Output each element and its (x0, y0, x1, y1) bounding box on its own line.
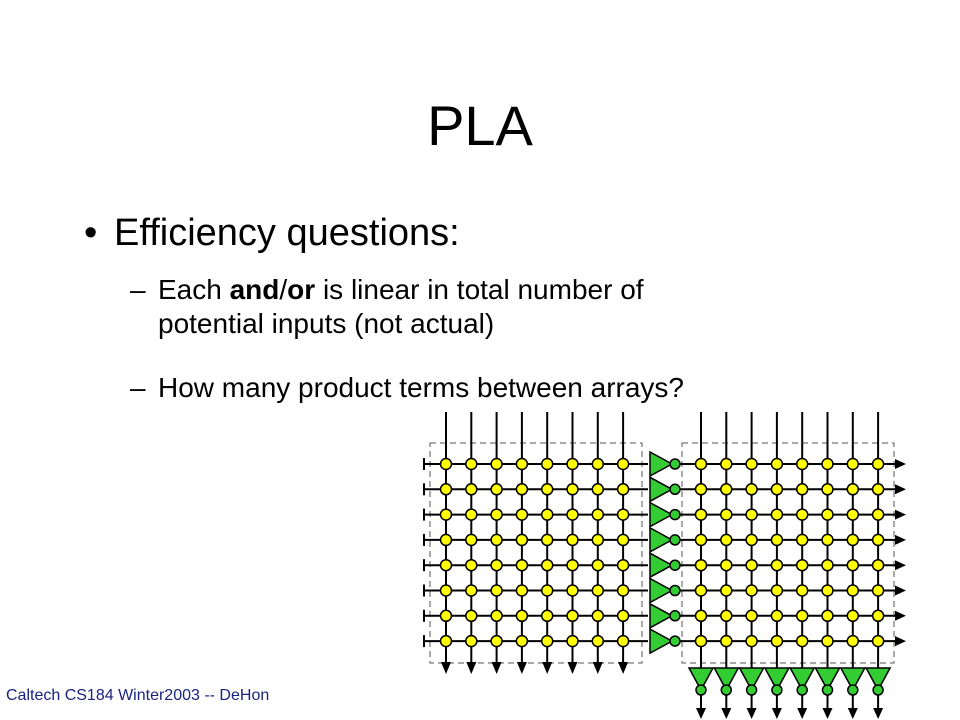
and-crosspoint-node (567, 459, 578, 470)
driver-output-node (670, 560, 680, 570)
output-arrow (696, 708, 706, 719)
and-crosspoint-node (491, 610, 502, 621)
driver-output-node (670, 586, 680, 596)
sub1-text-slash: / (279, 274, 288, 305)
or-row-arrow (895, 611, 906, 621)
slide-title: PLA (427, 94, 533, 157)
or-crosspoint-node (696, 534, 707, 545)
or-crosspoint-node (822, 484, 833, 495)
or-crosspoint-node (822, 459, 833, 470)
or-crosspoint-node (797, 534, 808, 545)
and-crosspoint-node (516, 484, 527, 495)
dash-1: – (130, 274, 146, 305)
and-crosspoint-node (618, 509, 629, 520)
and-crosspoint-node (542, 484, 553, 495)
or-crosspoint-node (771, 534, 782, 545)
or-crosspoint-node (721, 484, 732, 495)
or-crosspoint-node (696, 610, 707, 621)
and-crosspoint-node (491, 560, 502, 571)
or-crosspoint-node (771, 610, 782, 621)
and-input-arrow (466, 662, 476, 674)
and-crosspoint-node (491, 585, 502, 596)
and-crosspoint-node (466, 610, 477, 621)
or-crosspoint-node (746, 585, 757, 596)
and-crosspoint-node (542, 459, 553, 470)
driver-output-node (670, 535, 680, 545)
or-crosspoint-node (822, 610, 833, 621)
or-crosspoint-node (696, 459, 707, 470)
or-row-arrow (895, 459, 906, 469)
or-crosspoint-node (873, 509, 884, 520)
and-crosspoint-node (516, 585, 527, 596)
product-term-driver (650, 452, 672, 476)
output-arrow (848, 708, 858, 719)
product-term-driver (650, 553, 672, 577)
and-crosspoint-node (542, 610, 553, 621)
and-crosspoint-node (491, 484, 502, 495)
or-crosspoint-node (873, 560, 884, 571)
and-crosspoint-node (567, 484, 578, 495)
and-crosspoint-node (516, 509, 527, 520)
and-crosspoint-node (542, 636, 553, 647)
or-row-arrow (895, 560, 906, 570)
and-crosspoint-node (618, 484, 629, 495)
output-driver-node (747, 685, 757, 695)
output-driver-node (772, 685, 782, 695)
and-crosspoint-node (441, 484, 452, 495)
sub1-line2: potential inputs (not actual) (158, 308, 495, 339)
and-crosspoint-node (618, 610, 629, 621)
or-crosspoint-node (797, 585, 808, 596)
and-input-arrow (593, 662, 603, 674)
or-crosspoint-node (873, 484, 884, 495)
or-row-arrow (895, 535, 906, 545)
or-crosspoint-node (847, 459, 858, 470)
and-crosspoint-node (441, 585, 452, 596)
output-driver-node (696, 685, 706, 695)
and-crosspoint-node (491, 636, 502, 647)
bullet-text: Efficiency questions: (114, 212, 460, 254)
product-term-driver (650, 528, 672, 552)
and-crosspoint-node (618, 459, 629, 470)
or-crosspoint-node (822, 636, 833, 647)
and-crosspoint-node (567, 585, 578, 596)
output-driver-node (848, 685, 858, 695)
dash-2: – (130, 372, 146, 403)
or-crosspoint-node (797, 459, 808, 470)
output-arrow (823, 708, 833, 719)
and-crosspoint-node (441, 534, 452, 545)
or-crosspoint-node (873, 534, 884, 545)
and-crosspoint-node (542, 585, 553, 596)
product-term-driver (650, 579, 672, 603)
and-crosspoint-node (592, 509, 603, 520)
and-crosspoint-node (592, 534, 603, 545)
and-crosspoint-node (618, 585, 629, 596)
or-row-arrow (895, 510, 906, 520)
and-crosspoint-node (592, 484, 603, 495)
or-crosspoint-node (771, 560, 782, 571)
sub1-bold-or: or (287, 274, 316, 305)
sub1-bold-and: and (229, 274, 280, 305)
output-arrow (797, 708, 807, 719)
and-crosspoint-node (516, 534, 527, 545)
and-crosspoint-node (491, 459, 502, 470)
or-crosspoint-node (847, 610, 858, 621)
or-crosspoint-node (746, 509, 757, 520)
and-crosspoint-node (466, 534, 477, 545)
or-crosspoint-node (847, 636, 858, 647)
or-crosspoint-node (797, 484, 808, 495)
and-crosspoint-node (441, 636, 452, 647)
or-crosspoint-node (822, 560, 833, 571)
and-crosspoint-node (516, 636, 527, 647)
or-crosspoint-node (873, 585, 884, 596)
and-crosspoint-node (491, 509, 502, 520)
and-crosspoint-node (592, 636, 603, 647)
or-crosspoint-node (746, 610, 757, 621)
or-crosspoint-node (721, 534, 732, 545)
and-crosspoint-node (618, 636, 629, 647)
or-crosspoint-node (771, 484, 782, 495)
driver-output-node (670, 611, 680, 621)
and-crosspoint-node (491, 534, 502, 545)
bullet-dot: • (84, 212, 98, 254)
or-crosspoint-node (721, 459, 732, 470)
or-crosspoint-node (797, 509, 808, 520)
sub1-text-a: Each (158, 274, 230, 305)
driver-output-node (670, 484, 680, 494)
or-crosspoint-node (847, 585, 858, 596)
or-crosspoint-node (847, 484, 858, 495)
or-crosspoint-node (721, 585, 732, 596)
or-crosspoint-node (771, 509, 782, 520)
output-driver-node (797, 685, 807, 695)
or-crosspoint-node (771, 636, 782, 647)
and-crosspoint-node (441, 509, 452, 520)
and-crosspoint-node (441, 459, 452, 470)
and-crosspoint-node (592, 610, 603, 621)
or-crosspoint-node (696, 509, 707, 520)
and-crosspoint-node (516, 459, 527, 470)
and-crosspoint-node (466, 585, 477, 596)
and-plane-outline (430, 443, 642, 663)
and-crosspoint-node (516, 610, 527, 621)
footer-credit: Caltech CS184 Winter2003 -- DeHon (6, 687, 270, 704)
and-crosspoint-node (466, 560, 477, 571)
and-input-arrow (618, 662, 628, 674)
or-crosspoint-node (822, 509, 833, 520)
or-crosspoint-node (721, 610, 732, 621)
product-term-driver (650, 604, 672, 628)
or-plane-outline (682, 443, 894, 663)
and-input-arrow (517, 662, 527, 674)
or-crosspoint-node (771, 459, 782, 470)
and-crosspoint-node (542, 509, 553, 520)
or-crosspoint-node (771, 585, 782, 596)
or-crosspoint-node (847, 509, 858, 520)
output-driver-node (823, 685, 833, 695)
and-input-arrow (492, 662, 502, 674)
product-term-driver (650, 629, 672, 653)
or-crosspoint-node (746, 484, 757, 495)
or-crosspoint-node (847, 534, 858, 545)
and-crosspoint-node (466, 509, 477, 520)
or-crosspoint-node (822, 534, 833, 545)
output-arrow (772, 708, 782, 719)
or-crosspoint-node (746, 636, 757, 647)
product-term-driver (650, 477, 672, 501)
and-crosspoint-node (592, 585, 603, 596)
output-arrow (873, 708, 883, 719)
or-crosspoint-node (721, 560, 732, 571)
or-row-arrow (895, 484, 906, 494)
and-crosspoint-node (567, 534, 578, 545)
or-crosspoint-node (746, 560, 757, 571)
or-crosspoint-node (696, 484, 707, 495)
or-crosspoint-node (873, 636, 884, 647)
or-crosspoint-node (873, 610, 884, 621)
and-crosspoint-node (441, 610, 452, 621)
and-crosspoint-node (567, 509, 578, 520)
or-crosspoint-node (696, 585, 707, 596)
or-crosspoint-node (797, 560, 808, 571)
and-crosspoint-node (441, 560, 452, 571)
or-crosspoint-node (721, 509, 732, 520)
product-term-driver (650, 503, 672, 527)
or-row-arrow (895, 636, 906, 646)
output-arrow (721, 708, 731, 719)
or-row-arrow (895, 586, 906, 596)
driver-output-node (670, 510, 680, 520)
or-crosspoint-node (873, 459, 884, 470)
output-arrow (747, 708, 757, 719)
and-crosspoint-node (466, 636, 477, 647)
and-crosspoint-node (592, 459, 603, 470)
or-crosspoint-node (721, 636, 732, 647)
and-crosspoint-node (618, 560, 629, 571)
or-crosspoint-node (847, 560, 858, 571)
and-crosspoint-node (516, 560, 527, 571)
and-crosspoint-node (542, 560, 553, 571)
or-crosspoint-node (797, 610, 808, 621)
and-crosspoint-node (592, 560, 603, 571)
sub2-text: How many product terms between arrays? (158, 372, 684, 403)
or-crosspoint-node (822, 585, 833, 596)
and-input-arrow (542, 662, 552, 674)
or-crosspoint-node (696, 636, 707, 647)
output-driver-node (873, 685, 883, 695)
and-crosspoint-node (567, 610, 578, 621)
or-crosspoint-node (746, 459, 757, 470)
and-input-arrow (441, 662, 451, 674)
and-crosspoint-node (466, 459, 477, 470)
or-crosspoint-node (746, 534, 757, 545)
and-input-arrow (568, 662, 578, 674)
driver-output-node (670, 636, 680, 646)
or-crosspoint-node (696, 560, 707, 571)
and-crosspoint-node (618, 534, 629, 545)
or-crosspoint-node (797, 636, 808, 647)
and-crosspoint-node (542, 534, 553, 545)
and-crosspoint-node (466, 484, 477, 495)
and-crosspoint-node (567, 636, 578, 647)
output-driver-node (721, 685, 731, 695)
sub1-text-b: is linear in total number of (315, 274, 644, 305)
driver-output-node (670, 459, 680, 469)
and-crosspoint-node (567, 560, 578, 571)
